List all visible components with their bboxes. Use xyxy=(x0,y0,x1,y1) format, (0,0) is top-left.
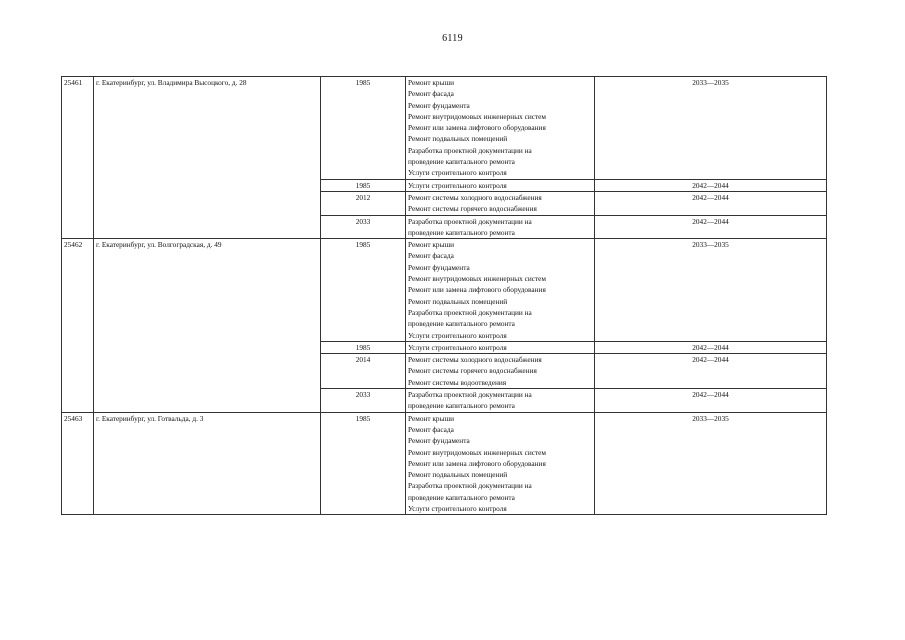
entry-year: 1985 xyxy=(321,239,406,342)
work-item: проведение капитального ремонта xyxy=(408,227,515,237)
work-item: Ремонт внутридомовых инженерных систем xyxy=(408,274,547,284)
work-item: Разработка проектной документации на xyxy=(408,390,532,400)
work-item: Ремонт фасада xyxy=(408,251,454,261)
work-item: Ремонт внутридомовых инженерных систем xyxy=(408,447,547,457)
work-item: Ремонт системы холодного водоснабжения xyxy=(408,355,542,365)
work-item: Разработка проектной документации на xyxy=(408,216,532,226)
entry-period: 2042—2044 xyxy=(595,215,827,239)
building-address: г. Екатеринбург, ул. Волгоградская, д. 49 xyxy=(94,239,321,412)
entry-works xyxy=(406,389,595,413)
work-item: Ремонт внутридомовых инженерных систем xyxy=(408,111,547,121)
work-item: Ремонт системы холодного водоснабжения xyxy=(408,192,542,202)
work-item: Ремонт фундамента xyxy=(408,436,470,446)
work-item: Ремонт фундамента xyxy=(408,262,470,272)
entry-year: 1985 xyxy=(321,179,406,191)
entry-year: 1985 xyxy=(321,77,406,180)
entry-period: 2033—2035 xyxy=(595,77,827,180)
building-address: г. Екатеринбург, ул. Готвальда, д. 3 xyxy=(94,412,321,515)
entry-period: 2042—2044 xyxy=(595,354,827,389)
entry-year: 2033 xyxy=(321,389,406,413)
work-item: Ремонт крыши xyxy=(408,78,455,87)
work-item: проведение капитального ремонта xyxy=(408,401,515,411)
work-item: Услуги строительного контроля xyxy=(408,180,507,190)
entry-works xyxy=(406,215,595,239)
entry-works xyxy=(406,77,595,180)
entry-period: 2042—2044 xyxy=(595,191,827,215)
entry-year: 1985 xyxy=(321,341,406,353)
work-item: Ремонт подвальных помещений xyxy=(408,296,508,306)
work-item: Услуги строительного контроля xyxy=(408,503,507,513)
entry-year: 1985 xyxy=(321,412,406,515)
entry-period: 2042—2044 xyxy=(595,389,827,413)
work-item: Ремонт или замена лифтового оборудования xyxy=(408,458,546,468)
entry-period: 2042—2044 xyxy=(595,341,827,353)
work-item: Ремонт подвальных помещений xyxy=(408,134,508,144)
repair-schedule-body xyxy=(62,77,827,515)
entry-works xyxy=(406,239,595,342)
entry-year: 2014 xyxy=(321,354,406,389)
building-address: г. Екатеринбург, ул. Владимира Высоцкого, д. 28 xyxy=(94,77,321,239)
entry-works xyxy=(406,412,595,515)
work-item: Ремонт системы водоотведения xyxy=(408,377,507,387)
building-id: 25461 xyxy=(62,77,94,239)
repair-schedule-table xyxy=(61,76,827,515)
work-item: Разработка проектной документации на xyxy=(408,307,532,317)
table-row xyxy=(62,77,827,180)
work-item: Ремонт фундамента xyxy=(408,100,470,110)
work-item: Ремонт системы горячего водоснабжения xyxy=(408,366,537,376)
work-item: Ремонт или замена лифтового оборудования xyxy=(408,123,546,133)
work-item: Услуги строительного контроля xyxy=(408,342,507,352)
entry-period: 2042—2044 xyxy=(595,179,827,191)
work-item: проведение капитального ремонта xyxy=(408,492,515,502)
work-item: Ремонт крыши xyxy=(408,240,455,250)
work-item: Услуги строительного контроля xyxy=(408,330,507,340)
work-item: Разработка проектной документации на xyxy=(408,481,532,491)
work-item: Ремонт крыши xyxy=(408,413,455,423)
table-row xyxy=(62,412,827,515)
work-item: проведение капитального ремонта xyxy=(408,157,515,167)
building-id: 25462 xyxy=(62,239,94,412)
work-item: Ремонт фасада xyxy=(408,89,454,99)
page-number: 6119 xyxy=(442,33,463,44)
building-id: 25463 xyxy=(62,412,94,515)
entry-works xyxy=(406,341,595,353)
entry-works xyxy=(406,354,595,389)
work-item: проведение капитального ремонта xyxy=(408,319,515,329)
entry-period: 2033—2035 xyxy=(595,412,827,515)
work-item: Разработка проектной документации на xyxy=(408,145,532,155)
table-row xyxy=(62,239,827,342)
work-item: Ремонт системы горячего водоснабжения xyxy=(408,204,537,214)
entry-period: 2033—2035 xyxy=(595,239,827,342)
entry-works xyxy=(406,191,595,215)
work-item: Ремонт фасада xyxy=(408,424,454,434)
entry-year: 2033 xyxy=(321,215,406,239)
work-item: Ремонт подвальных помещений xyxy=(408,470,508,480)
entry-works xyxy=(406,179,595,191)
work-item: Ремонт или замена лифтового оборудования xyxy=(408,285,546,295)
entry-year: 2012 xyxy=(321,191,406,215)
work-item: Услуги строительного контроля xyxy=(408,168,507,178)
